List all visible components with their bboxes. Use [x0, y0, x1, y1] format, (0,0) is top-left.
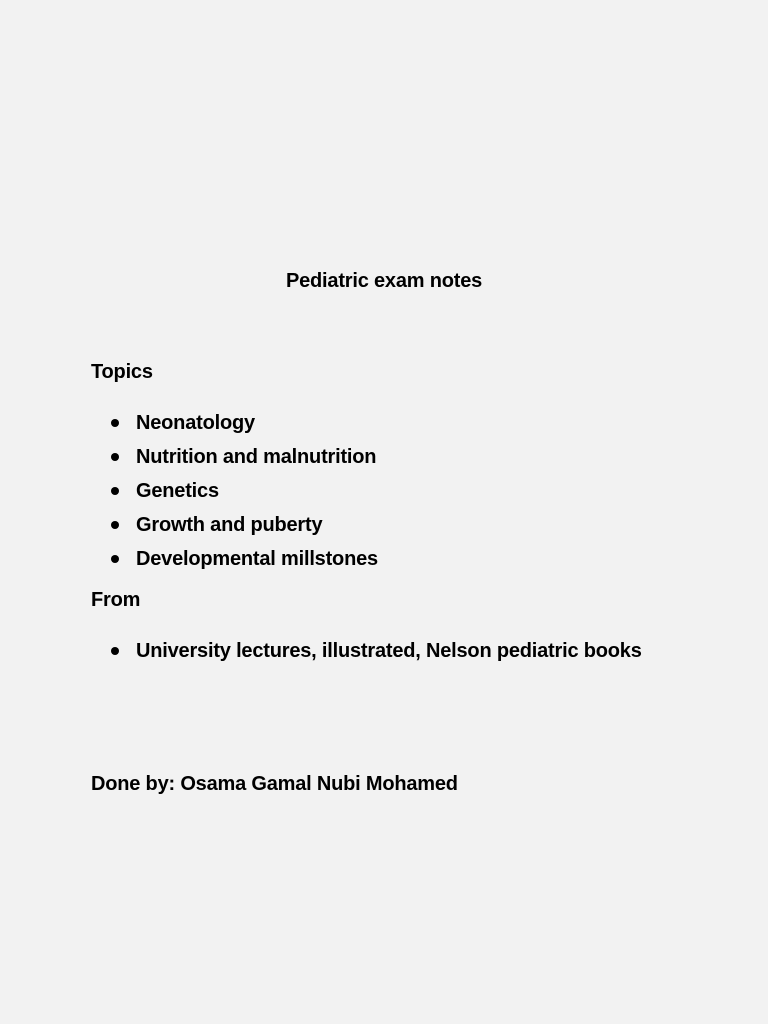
topic-label: Growth and puberty	[136, 514, 323, 536]
list-item	[111, 406, 378, 440]
bullet-icon	[111, 487, 119, 495]
bullet-icon	[111, 419, 119, 427]
sources-list	[111, 634, 642, 668]
topic-label: Nutrition and malnutrition	[136, 446, 377, 468]
author-line: Done by: Osama Gamal Nubi Mohamed	[91, 773, 458, 795]
from-heading: From	[91, 589, 141, 611]
list-item	[111, 634, 642, 668]
topic-label: Developmental millstones	[136, 548, 378, 570]
bullet-icon	[111, 647, 119, 655]
topic-label: Genetics	[136, 480, 219, 502]
topic-label: Neonatology	[136, 412, 255, 434]
topics-heading: Topics	[91, 361, 153, 383]
list-item	[111, 440, 378, 474]
document-title: Pediatric exam notes	[285, 270, 483, 292]
bullet-icon	[111, 555, 119, 563]
source-label: University lectures, illustrated, Nelson pediatric books	[136, 640, 642, 662]
list-item	[111, 508, 378, 542]
bullet-icon	[111, 453, 119, 461]
list-item	[111, 474, 378, 508]
topics-list	[111, 406, 378, 576]
list-item	[111, 542, 378, 576]
bullet-icon	[111, 521, 119, 529]
